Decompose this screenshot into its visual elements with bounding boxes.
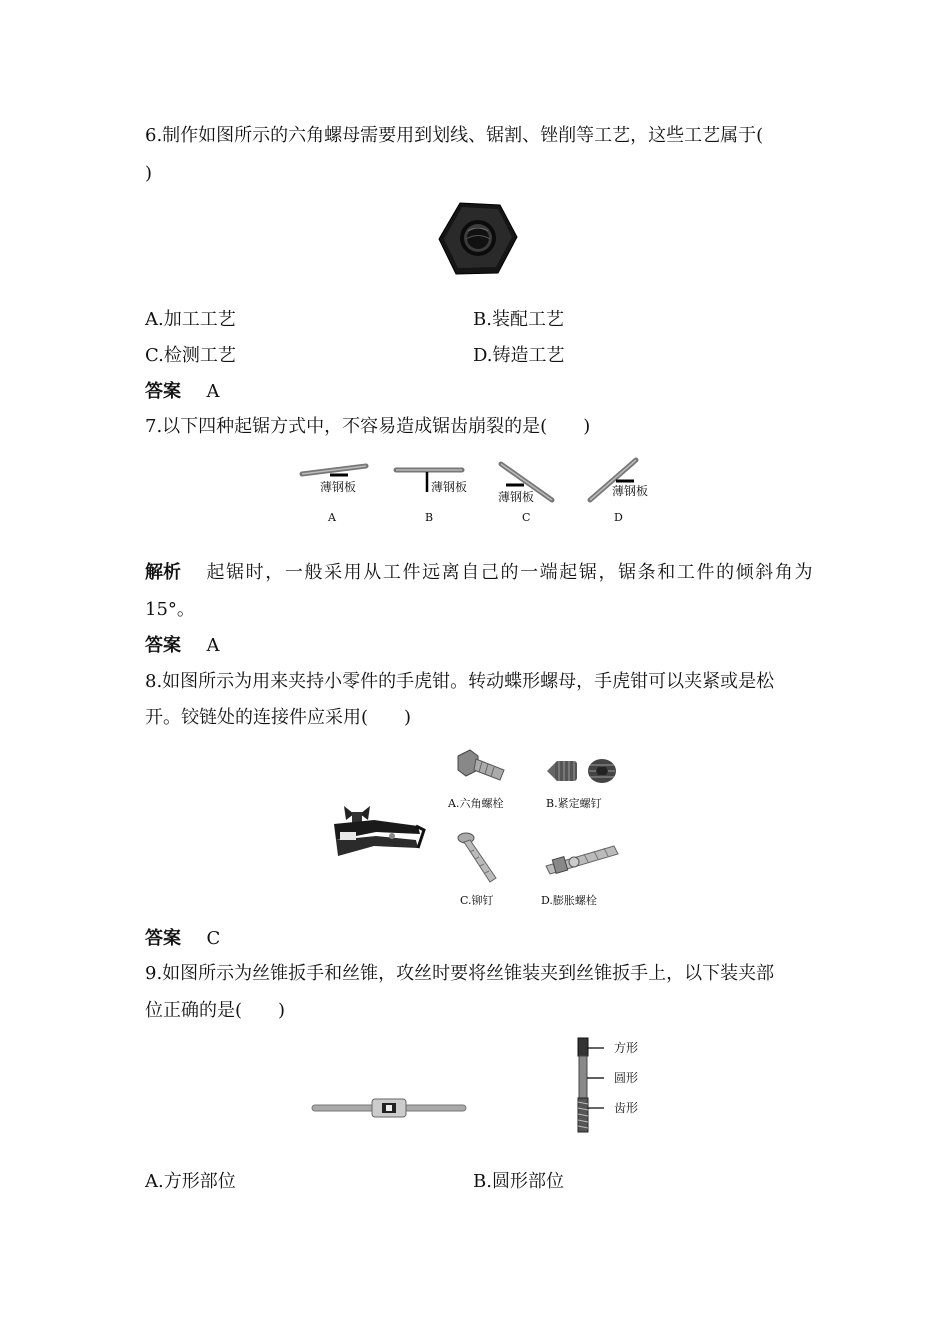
q9-option-a: A.方形部位 [145,1171,236,1192]
q7-answer [145,634,219,658]
set-screw-icon [545,755,620,785]
fig-d-label: D.膨胀螺栓 [541,894,597,907]
tap-square-label: 方形 [614,1041,639,1055]
q8-answer-value: C [206,928,221,949]
plate-label-a: 薄钢板 [320,480,357,494]
q6-option-b: B.装配工艺 [473,309,564,330]
hex-nut-figure [438,201,518,277]
plate-label-d: 薄钢板 [612,484,649,498]
q8-answer-label: 答案 [145,928,181,949]
q6-answer [145,380,219,404]
caption-c: C [522,511,531,524]
q6-answer-label: 答案 [145,381,181,402]
q9-stem-line1: 9.如图所示为丝锥扳手和丝锥，攻丝时要将丝锥装夹到丝锥扳手上，以下装夹部 [145,963,775,984]
q6-option-a: A.加工工艺 [145,309,236,330]
q8-stem-line1: 8.如图所示为用来夹持小零件的手虎钳。转动蝶形螺母，手虎钳可以夹紧或是松 [145,671,775,692]
hex-bolt-icon [456,750,506,788]
tap-round-label: 圆形 [614,1071,639,1085]
q6-option-c: C.检测工艺 [145,345,236,366]
expansion-bolt-icon [544,840,620,876]
rivet-icon [458,832,500,884]
q6-answer-value: A [206,381,220,402]
q8-answer [145,927,220,951]
caption-b: B [425,511,434,524]
q9-stem-line2: 位正确的是( ) [145,1000,286,1021]
q6-stem-line1: 6.制作如图所示的六角螺母需要用到划线、锯割、锉削等工艺，这些工艺属于( [145,125,764,146]
fig-b-label: B.紧定螺钉 [546,797,602,810]
q7-answer-label: 答案 [145,635,181,656]
q7-analysis-text: 起锯时，一般采用从工件远离自己的一端起锯，锯条和工件的倾斜角为 [206,562,815,583]
q6-stem-line2: ) [145,163,153,184]
caption-a: A [328,511,336,524]
figure-a [302,466,366,475]
q7-analysis-label: 解析 [145,562,181,583]
q7-stem: 7.以下四种起锯方式中，不容易造成锯齿崩裂的是( ) [145,416,591,437]
q7-analysis [145,561,814,585]
fig-c-label: C.铆钉 [460,894,494,907]
q8-stem-line2: 开。铰链处的连接件应采用( ) [145,707,412,728]
hand-vise-figure [330,800,425,862]
plate-label-c: 薄钢板 [498,490,535,504]
q7-analysis-line2: 15°。 [145,599,195,620]
q9-option-b: B.圆形部位 [473,1171,564,1192]
tap-figure [574,1036,614,1136]
q7-answer-value: A [206,635,220,656]
fig-a-label: A.六角螺栓 [448,797,504,810]
plate-label-b: 薄钢板 [431,480,468,494]
q6-option-d: D.铸造工艺 [473,345,565,366]
tap-wrench-figure [312,1096,467,1120]
caption-d: D [614,511,623,524]
tap-teeth-label: 齿形 [614,1101,639,1115]
